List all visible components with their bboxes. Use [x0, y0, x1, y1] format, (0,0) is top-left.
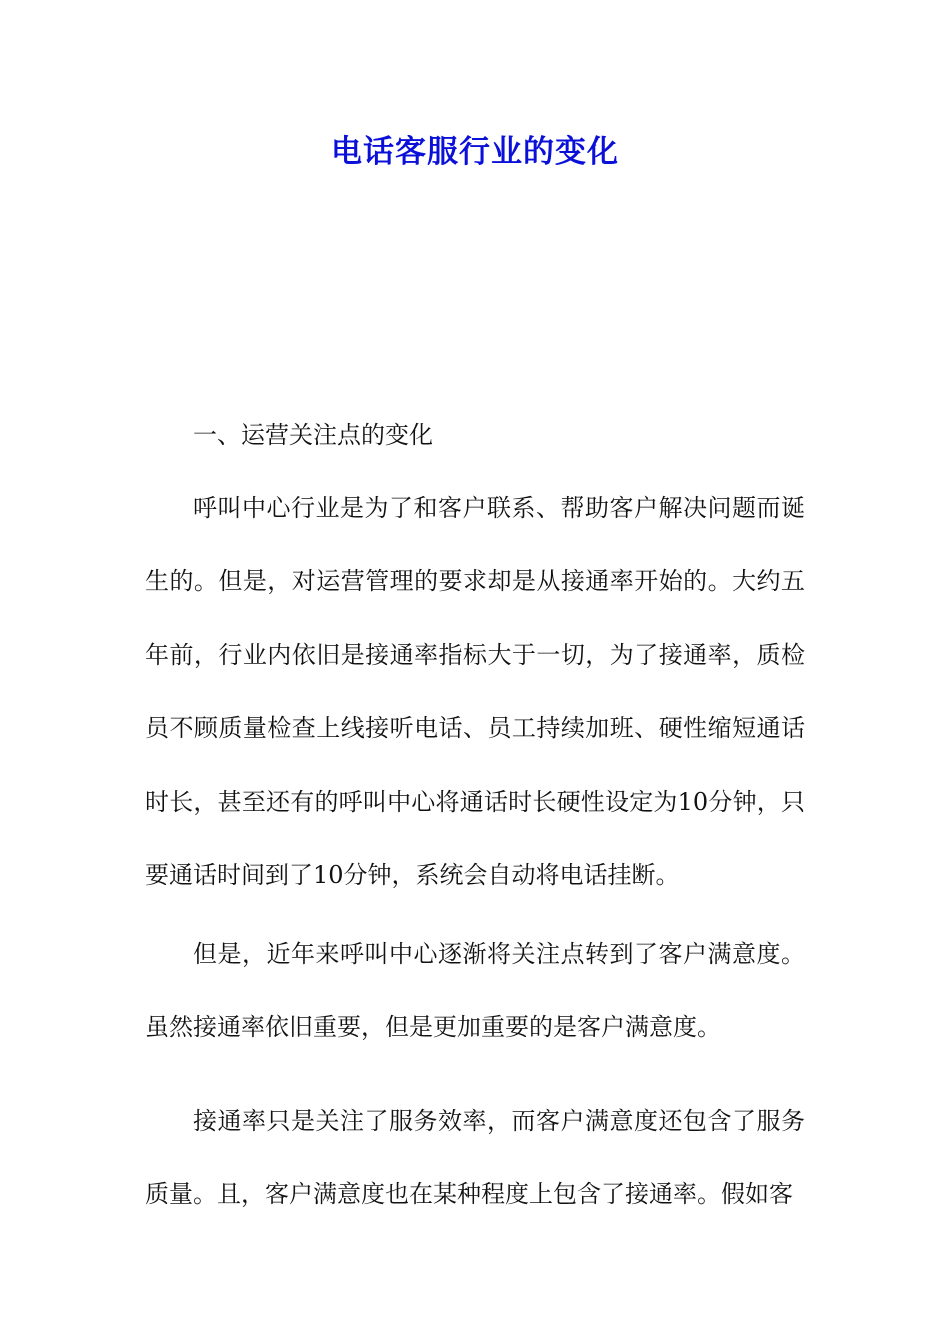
section-heading: 一、运营关注点的变化: [193, 421, 433, 449]
paragraph-2: 但是，近年来呼叫中心逐渐将关注点转到了客户满意度。虽然接通率依旧重要，但是更加重要的是客户满意度。: [145, 940, 805, 1042]
paragraph-3: 接通率只是关注了服务效率，而客户满意度还包含了服务质量。且，客户满意度也在某种程度上包含了接通率。假如客: [145, 1107, 805, 1209]
document-title: 电话客服行业的变化: [331, 134, 619, 170]
paragraph-1: 呼叫中心行业是为了和客户联系、帮助客户解决问题而诞生的。但是，对运营管理的要求却是从接通率开始的。大约五年前，行业内依旧是接通率指标大于一切，为了接通率，质检员不顾质量检查上线接听电话、员工持续加班、硬性缩短通话时长，甚至还有的呼叫中心将通话时长硬性设定为10分钟，只要通话时间到了10分钟，系统会自动将电话挂断。: [145, 494, 805, 890]
